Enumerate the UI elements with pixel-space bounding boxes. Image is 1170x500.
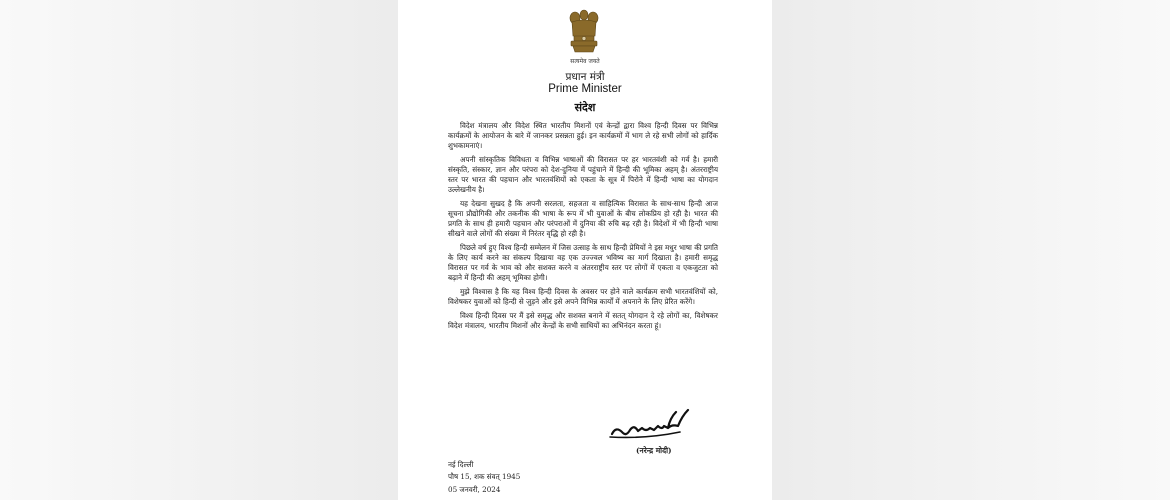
paragraph: मुझे विश्वास है कि यह विश्व हिन्दी दिवस के अवसर पर होने वाले कार्यक्रम सभी भारतवंशियों को, विशेषकर युवाओं को हिन्दी से जुड़ने और इसे अपने विभिन्न कार्यों में अपनाने के लिए प्रेरित करेंगे। xyxy=(448,287,718,306)
letter-heading: संदेश xyxy=(574,101,596,114)
left-background xyxy=(0,0,398,500)
office-title-english: Prime Minister xyxy=(548,83,622,95)
paragraph: अपनी सांस्कृतिक विविधता व विभिन्न भाषाओं की विरासत पर हर भारतवंशी को गर्व है। हमारी संस्कृति, संस्कार, ज्ञान और परंपरा को देश-दुनिया में पहुंचाने में हिन्दी की भूमिका अहम् है। अंतरराष्ट्रीय स्तर पर भारत की पहचान और भारतवंशियों को एकता के सूत्र में पिरोने में हिन्दी भाषा का योगदान उल्लेखनीय है। xyxy=(448,155,718,194)
paragraph: पिछले वर्ष हुए विश्व हिन्दी सम्मेलन में जिस उत्साह के साथ हिन्दी प्रेमियों ने इस मधुर भाषा की प्रगति के लिए कार्य करने का संकल्प दिखाया वह एक उज्ज्वल भविष्य का मार्ग दिखाता है। हमारी समृद्ध विरासत पर गर्व के भाव को और सशक्त करने व अंतरराष्ट्रीय स्तर पर लोगों में एकता व एकजुटता को बढ़ाने में हिन्दी की अहम् भूमिका होगी। xyxy=(448,243,718,282)
letter-body xyxy=(448,121,718,335)
paragraph: यह देखना सुखद है कि अपनी सरलता, सहजता व साहित्यिक विरासत के साथ-साथ हिन्दी आज सूचना प्रौद्योगिकी और तकनीक की भाषा के रूप में भी युवाओं के बीच लोकप्रिय हो रही है। भारत की प्रगति के साथ ही हमारी पहचान और परंपराओं में दुनिया की रुचि बढ़ रही है। विदेशों में भी हिन्दी भाषा सीखने वाले लोगों की संख्या में निरंतर वृद्धि हो रही है। xyxy=(448,199,718,238)
office-title-hindi: प्रधान मंत्री xyxy=(565,71,605,83)
national-emblem-icon xyxy=(566,8,602,58)
handwritten-signature xyxy=(606,404,696,446)
paragraph: विदेश मंत्रालय और विदेश स्थित भारतीय मिशनों एवं केन्द्रों द्वारा विश्व हिन्दी दिवस पर विभिन्न कार्यक्रमों के आयोजन के बारे में जानकर प्रसन्नता हुई। इन कार्यक्रमों में भाग ले रहे सभी लोगों को हार्दिक शुभकामनाएं। xyxy=(448,121,718,150)
letter-date-gregorian: 05 जनवरी, 2024 xyxy=(448,485,501,494)
letter-date-saka: पौष 15, शक संवत् 1945 xyxy=(448,472,521,481)
signer-name: (नरेन्द्र मोदी) xyxy=(636,446,672,455)
paragraph: विश्व हिन्दी दिवस पर मैं इसे समृद्ध और सशक्त बनाने में सतत् योगदान दे रहे लोगों का, विशेषकर विदेश मंत्रालय, भारतीय मिशनों और केन्द्रों के सभी साथियों का अभिनंदन करता हूं। xyxy=(448,311,718,330)
emblem-motto: सत्यमेव जयते xyxy=(570,58,600,65)
right-background xyxy=(772,0,1170,500)
letter-place: नई दिल्ली xyxy=(448,460,474,469)
letter-page xyxy=(398,0,772,500)
